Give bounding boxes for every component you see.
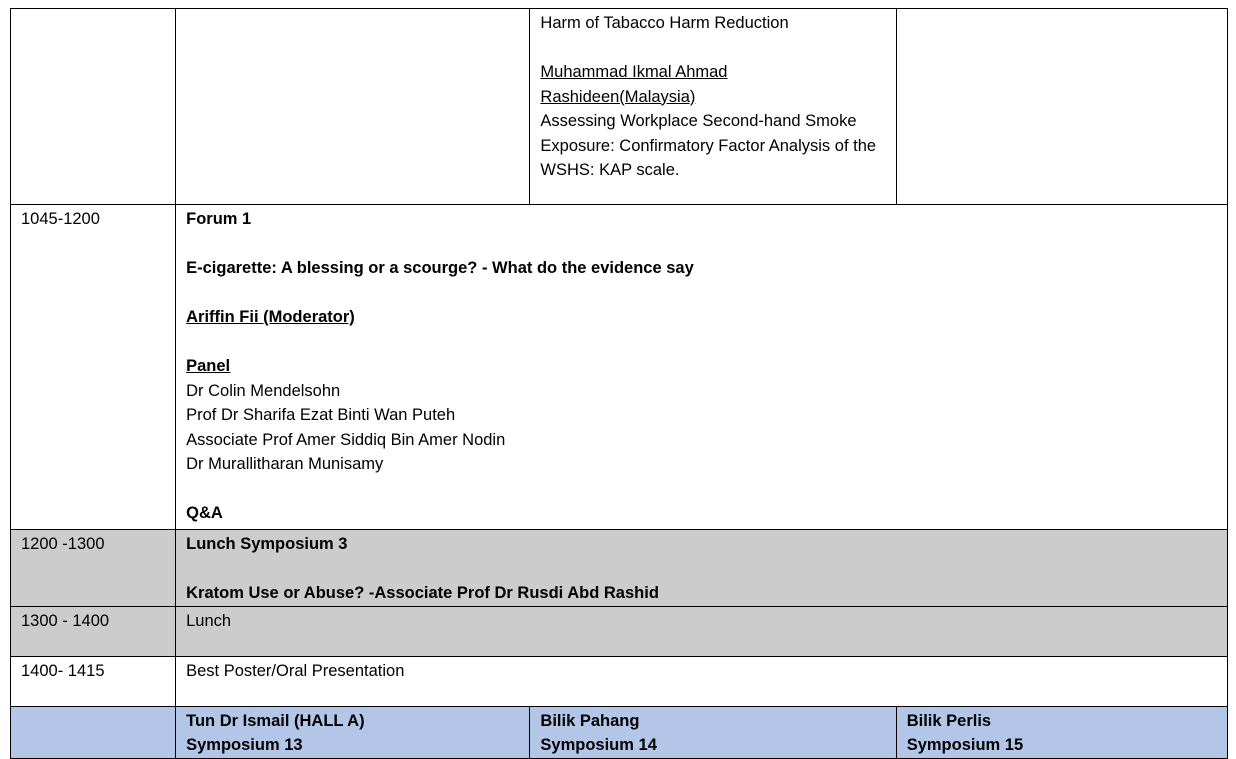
spacer — [186, 232, 1217, 257]
panelist: Prof Dr Sharifa Ezat Binti Wan Puteh — [186, 406, 456, 424]
spacer — [186, 281, 1217, 306]
time-cell — [11, 706, 176, 758]
paper-title: Harm of Tabacco Harm Reduction — [540, 14, 789, 32]
best-poster-cell: Best Poster/Oral Presentation — [176, 656, 1228, 706]
perlis-cell — [896, 9, 1227, 205]
venue-hall-a — [176, 706, 530, 758]
schedule-table — [10, 8, 1228, 759]
pahang-cell — [530, 9, 896, 205]
time-cell: 1045-1200 — [11, 205, 176, 530]
lunch-symposium-title: Kratom Use or Abuse? -Associate Prof Dr Rusdi Abd Rashid — [186, 584, 659, 602]
spacer — [186, 557, 1217, 582]
spacer — [186, 477, 1217, 502]
session-name: Symposium 14 — [540, 736, 657, 754]
time-cell — [11, 9, 176, 205]
table-row-forum — [11, 205, 1228, 530]
forum-moderator: Ariffin Fii (Moderator) — [186, 308, 355, 326]
table-row-papers — [11, 9, 1228, 205]
table-row-lunch-symposium — [11, 530, 1228, 607]
time-cell: 1200 -1300 — [11, 530, 176, 607]
paper-title: Assessing Workplace Second-hand Smoke Exposure: Confirmatory Factor Analysis of the WSHS: KAP scale. — [540, 112, 877, 179]
venue-perlis — [896, 706, 1227, 758]
venue-name: Bilik Pahang — [540, 711, 640, 730]
forum-title: E-cigarette: A blessing or a scourge? - What do the evidence say — [186, 259, 694, 277]
hall-a-cell — [176, 9, 530, 205]
time-cell: 1300 - 1400 — [11, 606, 176, 656]
table-row-best-poster — [11, 656, 1228, 706]
lunch-symposium-cell — [176, 530, 1228, 607]
panelist: Dr Murallitharan Munisamy — [186, 455, 384, 473]
venue-name: Bilik Perlis — [906, 711, 992, 730]
lunch-symposium-heading: Lunch Symposium 3 — [186, 535, 348, 553]
spacer — [540, 36, 885, 61]
session-name: Symposium 15 — [906, 736, 1024, 754]
qa-label: Q&A — [186, 504, 223, 522]
panelist: Dr Colin Mendelsohn — [186, 381, 341, 400]
venue-name: Tun Dr Ismail (HALL A) — [186, 711, 365, 730]
lunch-cell: Lunch — [176, 606, 1228, 656]
table-row-lunch — [11, 606, 1228, 656]
panelist: Associate Prof Amer Siddiq Bin Amer Nodin — [186, 430, 506, 449]
table-row-venues — [11, 706, 1228, 758]
panel-label: Panel — [186, 357, 231, 375]
forum-heading: Forum 1 — [186, 210, 252, 228]
paper-author: Muhammad Ikmal Ahmad — [540, 63, 728, 81]
spacer — [186, 330, 1217, 355]
session-name: Symposium 13 — [186, 736, 303, 754]
venue-pahang — [530, 706, 896, 758]
time-cell: 1400- 1415 — [11, 656, 176, 706]
paper-author-country: Rashideen(Malaysia) — [540, 87, 696, 106]
forum-cell — [176, 205, 1228, 530]
